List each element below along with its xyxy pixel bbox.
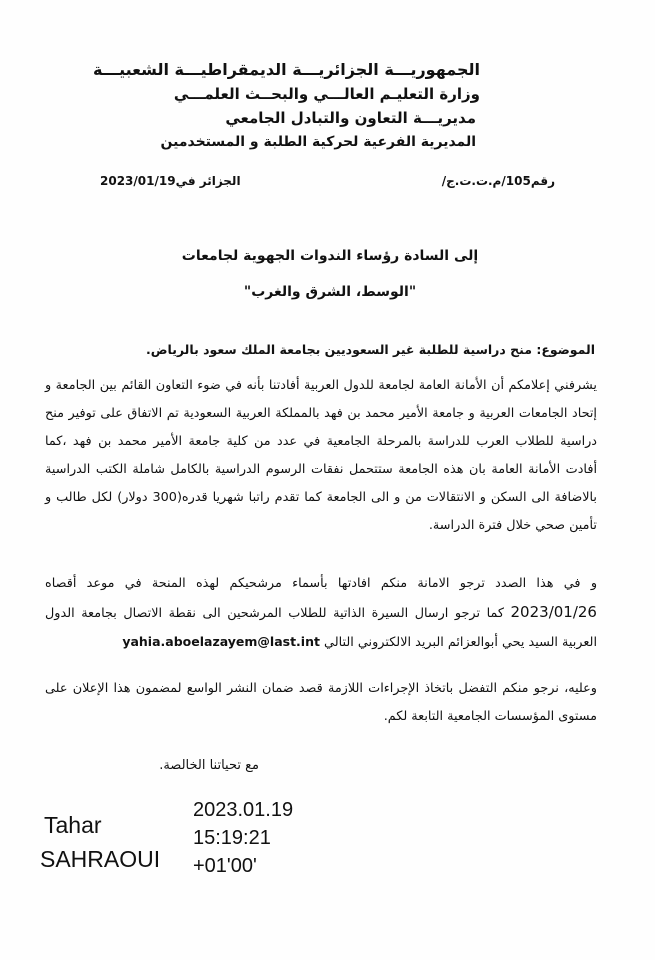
contact-email[interactable]: yahia.aboelazayem@last.int [122, 634, 320, 649]
republic-name: الجمهوريـــة الجزائريـــة الديمقراطيـــة الشعبيـــة [92, 60, 480, 79]
addressee [120, 238, 540, 310]
addressee-line-2: "الوسط، الشرق والغرب" [243, 284, 417, 300]
closing-salutation: مع تحياتنا الخالصة. [159, 758, 259, 773]
letterhead [40, 58, 480, 154]
body-paragraph-1: يشرفني إعلامكم أن الأمانة العامة لجامعة للدول العربية أفادتنا بأنه في ضوء التعاون القائم بين الجامعة و إتحاد الجامعات العربية و جامعة الأمير محمد بن فهد بالمملكة العربية السعودية تم الاتفاق على توفير منح دراسية للطلاب العرب للدراسة بالمرحلة الجامعية في عدد من كلية جامعة الأمير محمد بن فهد ،كما أفادت الأمانة العامة بان هذه الجامعة ستتحمل نفقات الرسوم الدراسية بالكامل شاملة الكتب الدراسية بالاضافة الى السكن و الانتقالات من و الى الجامعة كما تقدم راتبا شهريا قدره(300 دولار) لكل طالب و تأمين صحي خلال فترة الدراسة. [45, 378, 597, 533]
subject-line: الموضوع: منح دراسية للطلبة غير السعوديين بجامعة الملك سعود بالرياض. [145, 342, 595, 357]
signer-last-name: SAHRAOUI [40, 846, 161, 872]
body-paragraph-3: وعليه، نرجو منكم التفضل باتخاذ الإجراءات اللازمة قصد ضمان النشر الواسع لمضمون هذا الإعلان على مستوى المؤسسات الجامعية التابعة لكم. [45, 681, 597, 724]
addressee-line-1: إلى السادة رؤساء الندوات الجهوية لجامعات [181, 248, 479, 264]
body-paragraph-2 [45, 570, 597, 657]
signature-date: 2023.01.19 [193, 799, 294, 821]
signature-time: 15:19:21 [193, 827, 271, 849]
signer-first-name: Tahar [44, 812, 102, 838]
paragraph-2-text-a: و في هذا الصدد ترجو الامانة منكم افادتها بأسماء مرشحيكم لهذه المنحة في موعد أقصاه [45, 576, 597, 591]
ministry-name: وزارة التعليـم العالـــي والبحــث العلمـــي [173, 85, 480, 103]
reference-number: رقم105/م.ت.ت.ج/ [441, 174, 555, 188]
signature-offset: +01'00' [193, 855, 257, 877]
sub-directorate-name: المديرية الفرعية لحركية الطلبة و المستخدمين [160, 134, 476, 150]
directorate-name: مديريـــة التعاون والتبادل الجامعي [225, 109, 476, 127]
letter-date: الجزائر في2023/01/19 [100, 174, 241, 188]
paragraph-2-text-b: كما ترجو ارسال السيرة الذاتية للطلاب المرشحين الى نقطة الاتصال بجامعة الدول العربية السيد يحي أبوالعزائم البريد الالكتروني التالي [45, 606, 597, 650]
deadline-date: 2023/01/26 [510, 603, 597, 621]
digital-signature-name [40, 808, 160, 876]
digital-signature-timestamp [193, 796, 293, 880]
